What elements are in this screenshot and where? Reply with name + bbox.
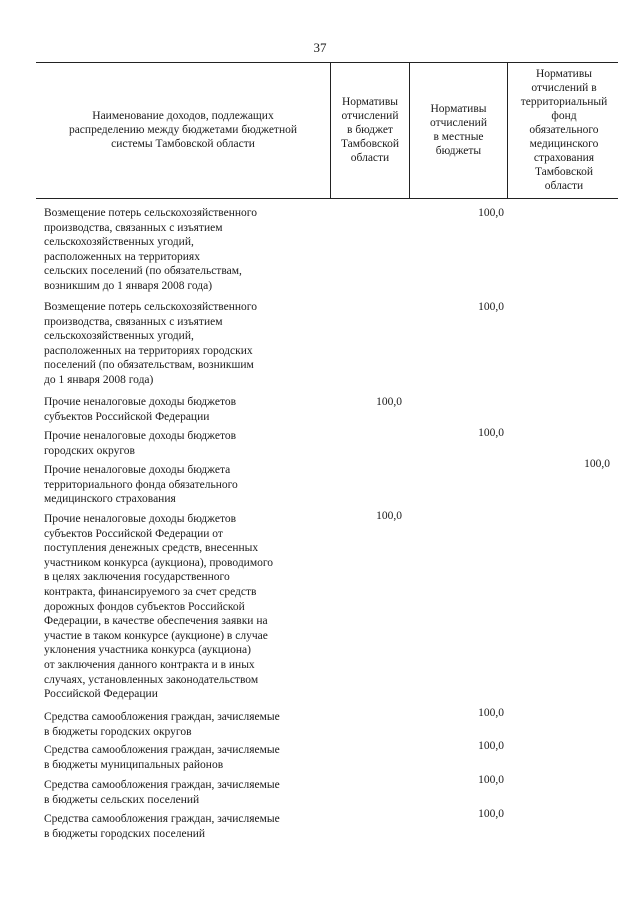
row-description: Возмещение потерь сельскохозяйственного производства, связанных с изъятием сельскохозяйственных угодий, расположенных на территориях сельских поселений (по обязательствам, возникшим до 1 января 2008 года): [44, 207, 257, 292]
header-regional-budget: [331, 62, 409, 198]
row-description: Прочие неналоговые доходы бюджета территориального фонда обязательного медицинского страхования: [44, 464, 238, 506]
header-income-name: [36, 62, 330, 198]
local-budget-value: 100,0: [478, 707, 504, 719]
header-local-budgets-text: Нормативы отчислений в местные бюджеты: [430, 103, 487, 157]
local-budget-value: 100,0: [478, 427, 504, 439]
page-number: 37: [313, 40, 327, 55]
local-budget-value: 100,0: [478, 740, 504, 752]
local-budget-value: 100,0: [478, 808, 504, 820]
row-description: Средства самообложения граждан, зачисляемые в бюджеты городских поселений: [44, 813, 280, 840]
header-regional-budget-text: Нормативы отчислений в бюджет Тамбовской области: [340, 96, 400, 164]
row-description: Прочие неналоговые доходы бюджетов городских округов: [44, 430, 237, 457]
regional-budget-value: 100,0: [376, 510, 402, 522]
header-income-name-text: Наименование доходов, подлежащих распределению между бюджетами бюджетной системы Тамбовской области: [68, 110, 298, 150]
header-medical-fund: [508, 62, 620, 198]
local-budget-value: 100,0: [478, 301, 504, 313]
local-budget-value: 100,0: [478, 774, 504, 786]
row-description: Прочие неналоговые доходы бюджетов субъектов Российской Федерации: [44, 396, 237, 423]
medical-fund-value: 100,0: [584, 458, 610, 470]
header-local-budgets: [410, 62, 507, 198]
row-description: Средства самообложения граждан, зачисляемые в бюджеты городских округов: [44, 711, 280, 738]
regional-budget-value: 100,0: [376, 396, 402, 408]
row-description: Возмещение потерь сельскохозяйственного производства, связанных с изъятием сельскохозяйственных угодий, расположенных на территориях городских поселений (по обязательствам, возникшим до 1 января 2008 года): [44, 301, 257, 386]
row-description: Средства самообложения граждан, зачисляемые в бюджеты сельских поселений: [44, 779, 280, 806]
row-description: Средства самообложения граждан, зачисляемые в бюджеты муниципальных районов: [44, 744, 280, 771]
header-medical-fund-text: Нормативы отчислений в территориальный фонд обязательного медицинского страхования Тамбовской области: [520, 68, 608, 192]
local-budget-value: 100,0: [478, 207, 504, 219]
header-bottom-rule: [36, 198, 618, 199]
row-description: Прочие неналоговые доходы бюджетов субъектов Российской Федерации от поступления денежных средств, внесенных участником конкурса (аукциона), проводимого в целях заключения государственного контракта, финансируемого за счет средств дорожных фондов субъектов Российской Федерации, в качестве обеспечения заявки на участие в таком конкурсе (аукционе) в случае уклонения участника конкурса (аукциона) от заключения данного контракта и в иных случаях, установленных законодательством Российской Федерации: [44, 513, 274, 701]
